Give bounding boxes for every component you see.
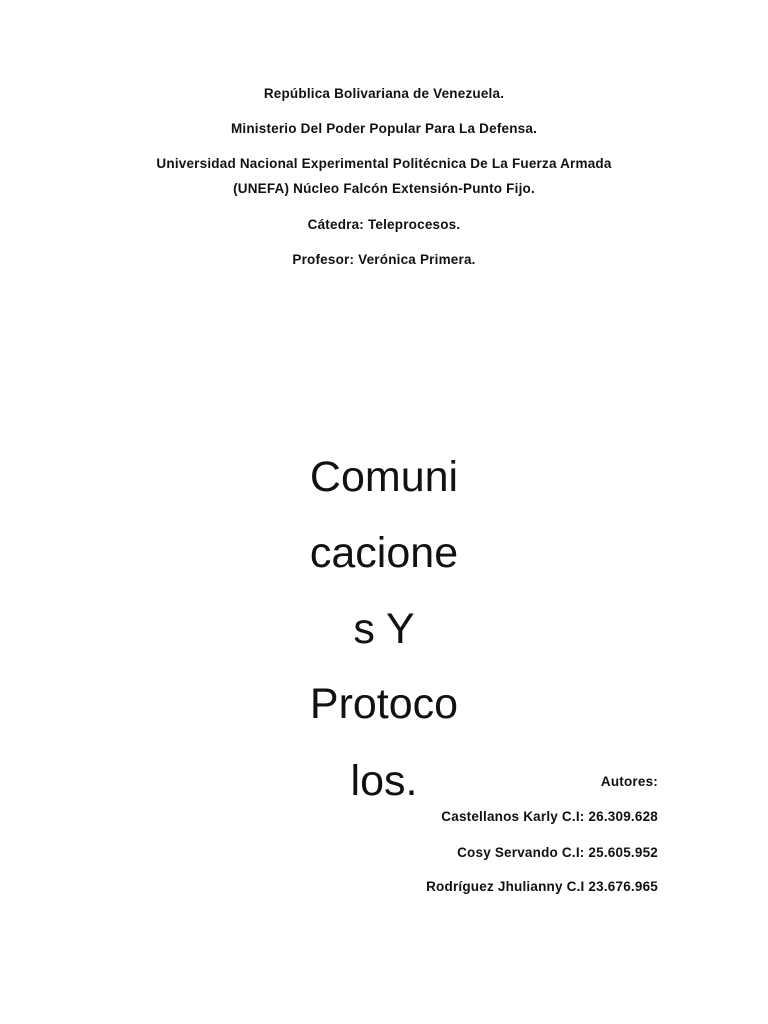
author-item: Castellanos Karly C.I: 26.309.628 xyxy=(441,809,658,824)
title-line: Comuni xyxy=(309,453,459,501)
header-country: República Bolivariana de Venezuela. xyxy=(263,86,505,101)
title-line: cacione xyxy=(309,529,459,577)
author-item: Cosy Servando C.I: 25.605.952 xyxy=(457,845,658,860)
header-university: Universidad Nacional Experimental Politécnica De La Fuerza Armada xyxy=(156,156,612,171)
document-title xyxy=(284,452,484,812)
title-line: los. xyxy=(350,757,418,805)
authors-heading: Autores: xyxy=(600,774,658,789)
title-line: s Y xyxy=(353,605,415,653)
author-item: Rodríguez Jhulianny C.I 23.676.965 xyxy=(426,879,658,894)
header-course: Cátedra: Teleprocesos. xyxy=(307,217,461,232)
header-campus: (UNEFA) Núcleo Falcón Extensión-Punto Fijo. xyxy=(233,181,535,196)
header-professor: Profesor: Verónica Primera. xyxy=(292,252,476,267)
header-ministry: Ministerio Del Poder Popular Para La Defensa. xyxy=(230,121,538,136)
title-line: Protoco xyxy=(309,680,459,728)
